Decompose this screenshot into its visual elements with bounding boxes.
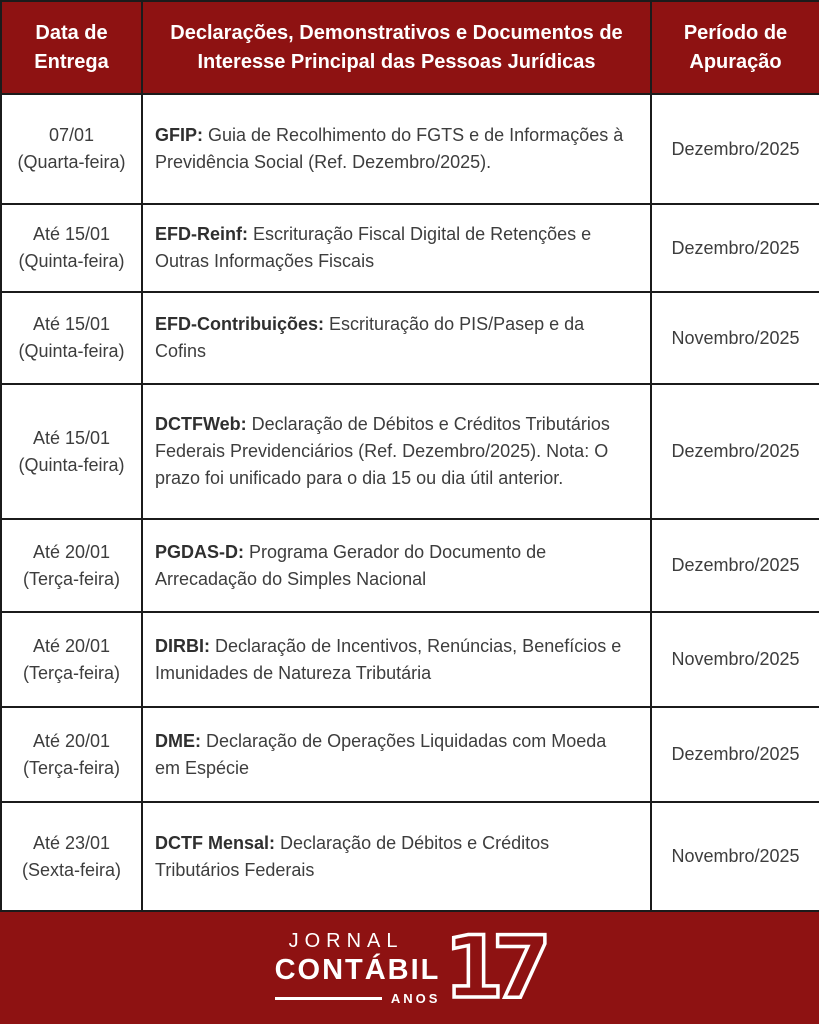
delivery-day: Até 20/01 bbox=[32, 635, 111, 656]
period-cell: Dezembro/2025 bbox=[651, 384, 819, 519]
delivery-day: Até 15/01 bbox=[32, 427, 111, 448]
document-label: PGDAS-D: bbox=[155, 541, 244, 562]
document-description: Escrituração Fiscal Digital de Retenções e Outras Informações Fiscais bbox=[155, 224, 592, 271]
header-declaracoes-documentos: Declarações, Demonstrativos e Documentos de Interesse Principal das Pessoas Jurídicas bbox=[142, 1, 651, 94]
logo-anos-text: ANOS bbox=[390, 990, 441, 1006]
delivery-date-cell bbox=[1, 802, 142, 911]
document-label: EFD-Contribuições: bbox=[155, 314, 324, 334]
period-cell: Dezembro/2025 bbox=[651, 707, 819, 802]
delivery-weekday: (Terça-feira) bbox=[22, 662, 120, 683]
jornal-contabil-logo bbox=[274, 918, 545, 1018]
table-row-dirbi bbox=[1, 612, 819, 707]
delivery-weekday: (Quinta-feira) bbox=[18, 341, 125, 361]
document-cell bbox=[142, 292, 651, 384]
table-row-efd-contribuicoes bbox=[1, 292, 819, 384]
document-label: DCTFWeb: bbox=[155, 414, 247, 434]
table-row-dctf-mensal bbox=[1, 802, 819, 911]
logo-anos-row bbox=[275, 991, 441, 1006]
logo-contabil-text: CONTÁBIL bbox=[274, 954, 441, 987]
document-label: EFD-Reinf: bbox=[155, 224, 248, 244]
document-label: GFIP: bbox=[155, 125, 203, 145]
delivery-date-cell bbox=[1, 519, 142, 612]
table-row-efd-reinf bbox=[1, 204, 819, 292]
delivery-weekday: (Sexta-feira) bbox=[21, 859, 122, 880]
document-cell bbox=[142, 802, 651, 911]
document-label: DIRBI: bbox=[155, 635, 210, 656]
anniversary-17-text: 17 bbox=[444, 918, 541, 1018]
header-data-de-entrega: Data de Entrega bbox=[1, 1, 142, 94]
document-description: Escrituração do PIS/Pasep e da Cofins bbox=[155, 314, 585, 361]
delivery-day: Até 15/01 bbox=[32, 314, 111, 334]
document-cell bbox=[142, 707, 651, 802]
table-row-pgdas-d bbox=[1, 519, 819, 612]
delivery-day: Até 20/01 bbox=[32, 541, 111, 562]
document-description: Declaração de Incentivos, Renúncias, Benefícios e Imunidades de Natureza Tributária bbox=[155, 635, 622, 683]
header-periodo-apuracao: Período de Apuração bbox=[651, 1, 819, 94]
delivery-day: Até 15/01 bbox=[32, 224, 111, 244]
document-cell bbox=[142, 204, 651, 292]
delivery-date-cell bbox=[1, 612, 142, 707]
table-row-gfip bbox=[1, 94, 819, 204]
document-description: Declaração de Débitos e Créditos Tributários Federais bbox=[155, 832, 550, 880]
logo-wordmark bbox=[275, 930, 441, 1005]
period-cell: Novembro/2025 bbox=[651, 612, 819, 707]
delivery-day: Até 23/01 bbox=[32, 832, 111, 853]
document-description: Declaração de Débitos e Créditos Tributários Federais Previdenciários (Ref. Dezembro/2025). Nota: O prazo foi unificado para o dia 15 ou dia útil anterior. bbox=[155, 414, 610, 488]
delivery-day: 07/01 bbox=[48, 125, 95, 145]
delivery-day: Até 20/01 bbox=[32, 730, 111, 751]
anniversary-17-outline-number bbox=[444, 918, 544, 1018]
delivery-weekday: (Quinta-feira) bbox=[18, 454, 125, 475]
period-cell: Novembro/2025 bbox=[651, 292, 819, 384]
document-cell bbox=[142, 519, 651, 612]
delivery-weekday: (Terça-feira) bbox=[22, 568, 120, 589]
document-description: Programa Gerador do Documento de Arrecadação do Simples Nacional bbox=[155, 541, 547, 589]
delivery-date-cell bbox=[1, 292, 142, 384]
delivery-date-cell bbox=[1, 204, 142, 292]
document-label: DCTF Mensal: bbox=[155, 832, 276, 853]
document-description: Declaração de Operações Liquidadas com Moeda em Espécie bbox=[155, 730, 607, 778]
document-label: DME: bbox=[155, 730, 201, 751]
delivery-weekday: (Quarta-feira) bbox=[17, 152, 126, 172]
period-cell: Dezembro/2025 bbox=[651, 519, 819, 612]
document-cell bbox=[142, 384, 651, 519]
delivery-date-cell bbox=[1, 384, 142, 519]
delivery-date-cell bbox=[1, 707, 142, 802]
document-description: Guia de Recolhimento do FGTS e de Informações à Previdência Social (Ref. Dezembro/2025). bbox=[155, 125, 624, 172]
document-cell bbox=[142, 94, 651, 204]
table-row-dctfweb bbox=[1, 384, 819, 519]
period-cell: Dezembro/2025 bbox=[651, 204, 819, 292]
logo-underline-rule bbox=[275, 997, 382, 1000]
delivery-date-cell bbox=[1, 94, 142, 204]
logo-jornal-text: JORNAL bbox=[288, 930, 404, 953]
period-cell: Dezembro/2025 bbox=[651, 94, 819, 204]
document-cell bbox=[142, 612, 651, 707]
delivery-weekday: (Quinta-feira) bbox=[18, 251, 125, 271]
footer-banner bbox=[0, 912, 819, 1024]
table-row-dme bbox=[1, 707, 819, 802]
table-header-row bbox=[1, 1, 819, 94]
delivery-weekday: (Terça-feira) bbox=[22, 757, 120, 778]
period-cell: Novembro/2025 bbox=[651, 802, 819, 911]
